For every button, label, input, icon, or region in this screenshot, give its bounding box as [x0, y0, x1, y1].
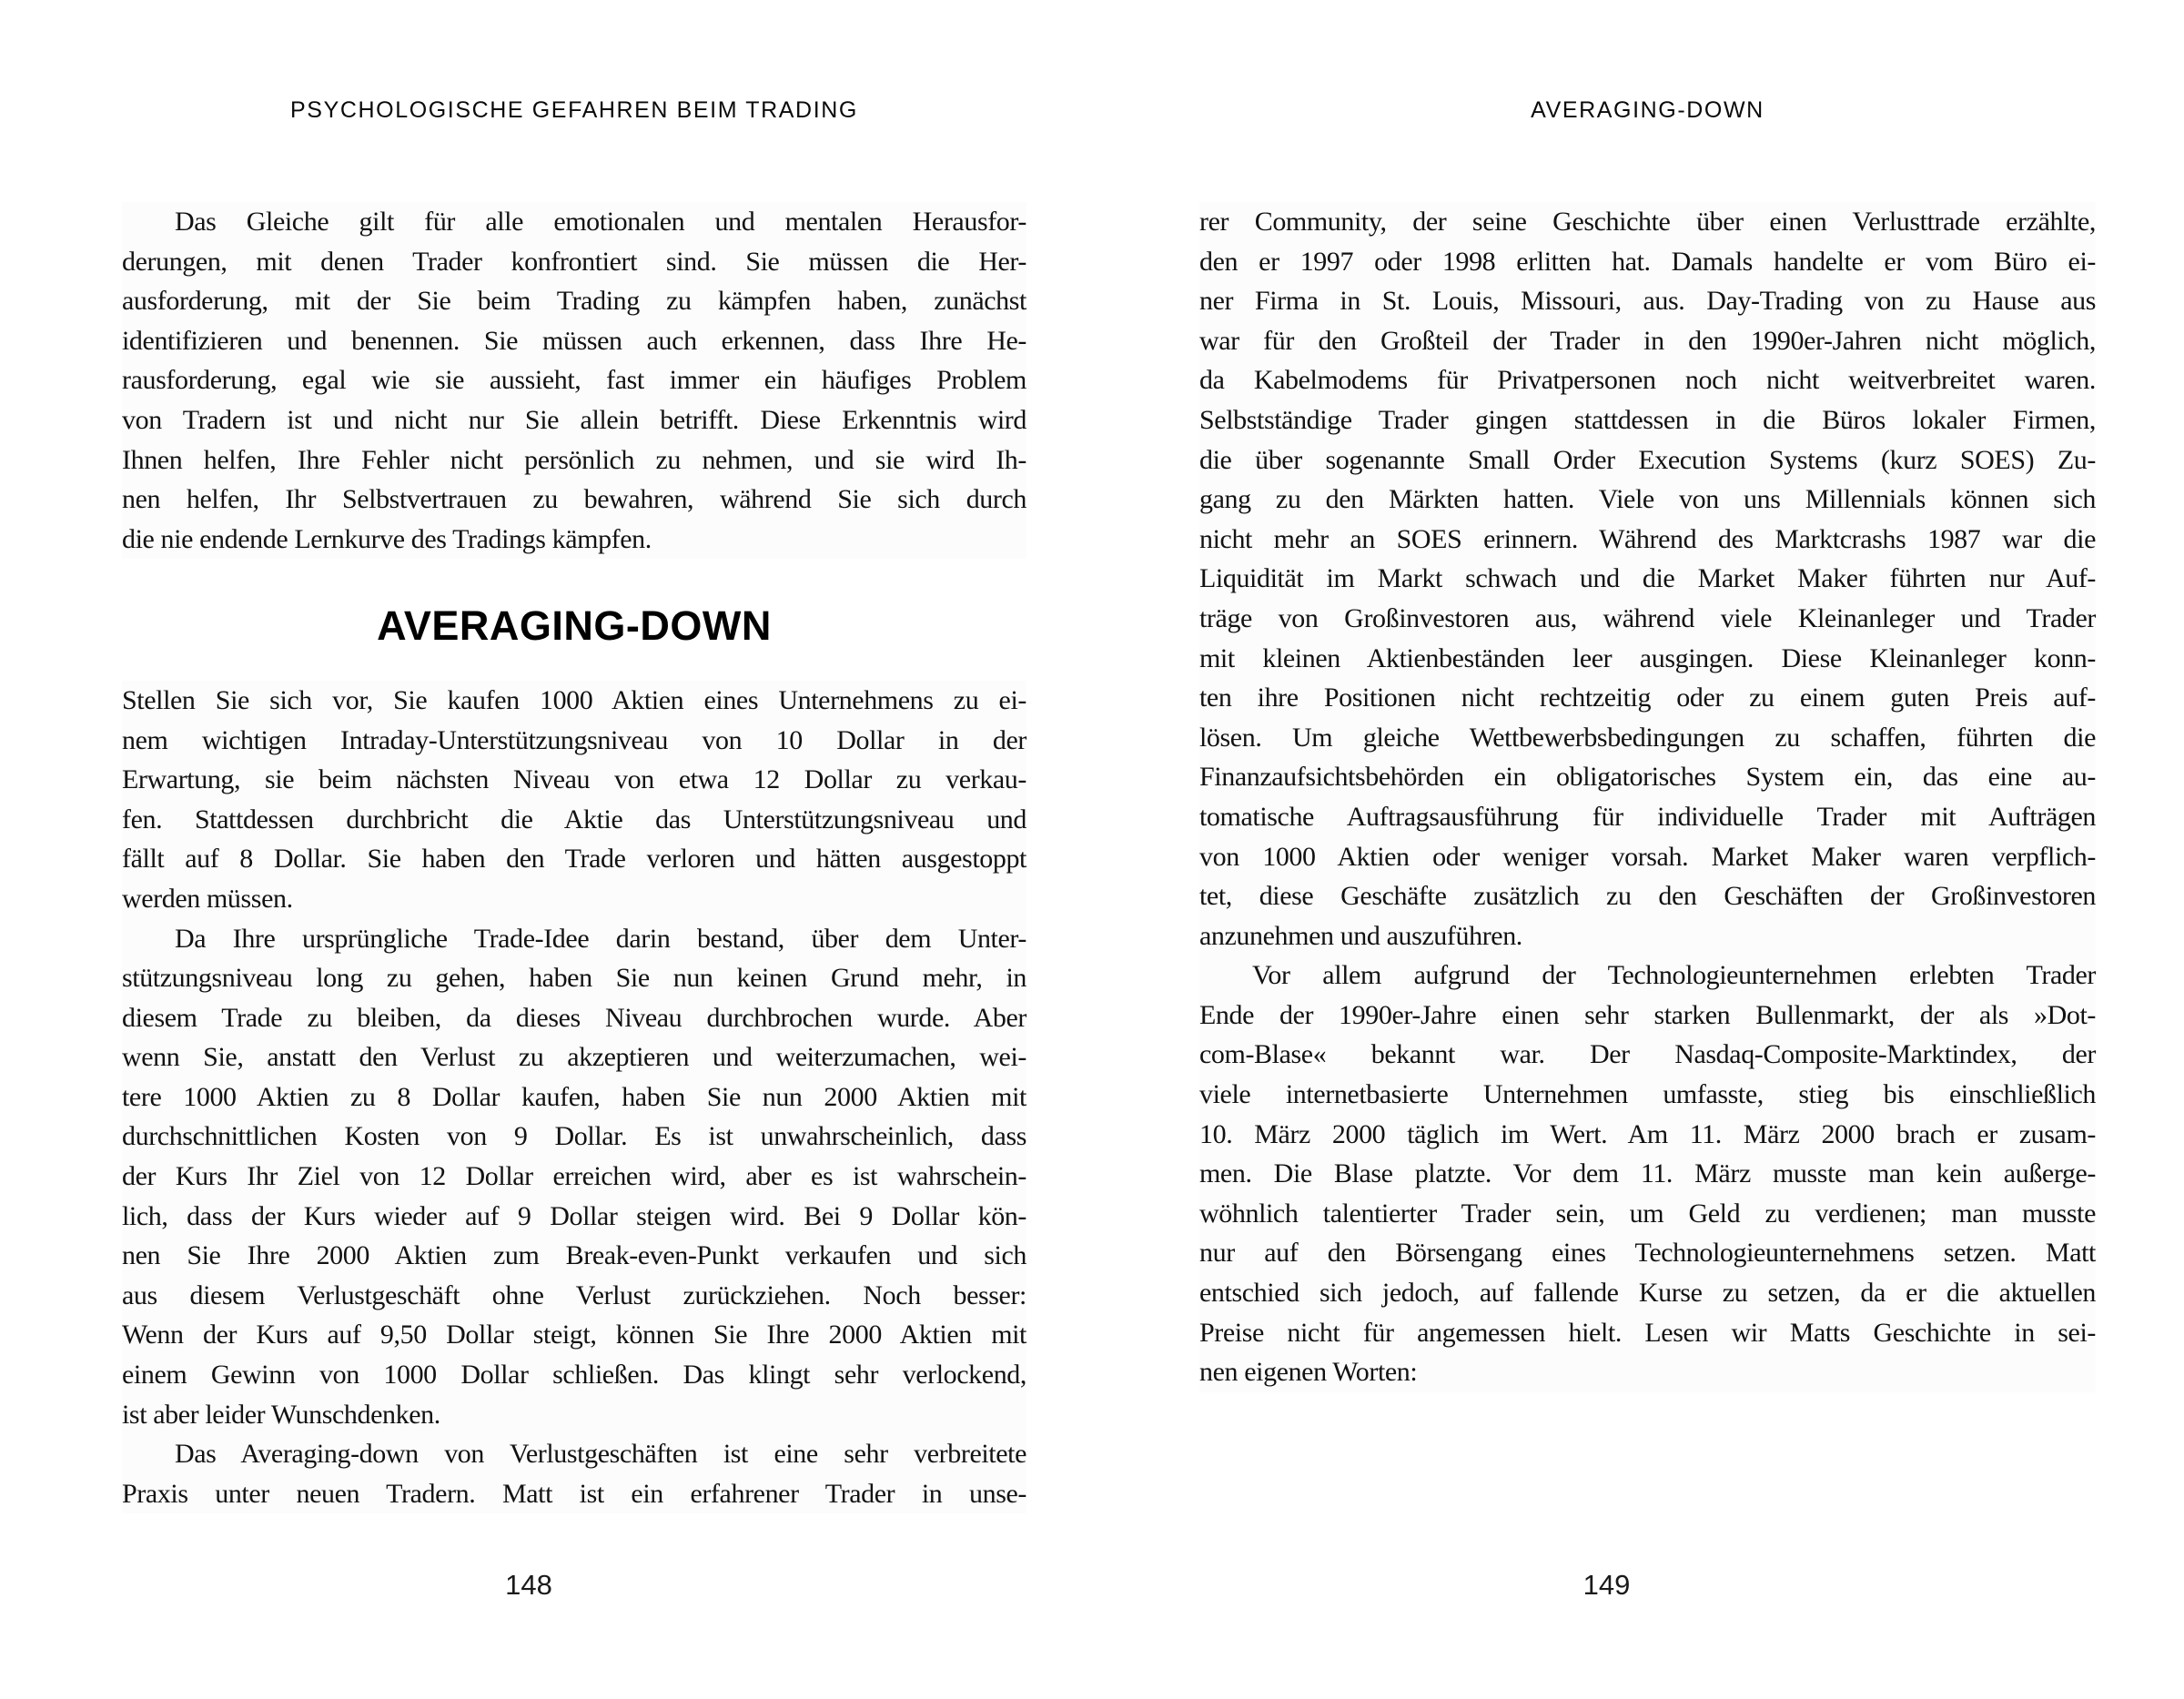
text-line: Preise nicht für angemessen hielt. Lesen wir Matts Geschichte in sei-: [1199, 1317, 2096, 1348]
text-line: wöhnlich talentierter Trader sein, um Geld zu verdienen; man musste: [1199, 1198, 2096, 1229]
text-line: nen Sie Ihre 2000 Aktien zum Break-even-Punkt verkaufen und sich: [122, 1240, 1026, 1271]
text-line: nicht mehr an SOES erinnern. Während des Marktcrashs 1987 war die: [1199, 523, 2096, 554]
text-line: lich, dass der Kurs wieder auf 9 Dollar steigen wird. Bei 9 Dollar kön-: [122, 1200, 1026, 1231]
text-line: Vor allem aufgrund der Technologieunternehmen erlebten Trader: [1252, 960, 2096, 991]
text-line: ner Firma in St. Louis, Missouri, aus. Day-Trading von zu Hause aus: [1199, 286, 2096, 317]
text-line: den er 1997 oder 1998 erlitten hat. Damals handelte er vom Büro ei-: [1199, 246, 2096, 277]
text-line: nur auf den Börsengang eines Technologieunternehmens setzen. Matt: [1199, 1238, 2096, 1269]
text-line: Das Averaging-down von Verlustgeschäften ist eine sehr verbreitete: [175, 1439, 1026, 1470]
text-line: von Tradern ist und nicht nur Sie allein betrifft. Diese Erkenntnis wird: [122, 404, 1026, 435]
text-line: gang zu den Märkten hatten. Viele von uns Millennials können sich: [1199, 484, 2096, 515]
section-heading: AVERAGING-DOWN: [377, 602, 772, 650]
running-header-left: PSYCHOLOGISCHE GEFAHREN BEIM TRADING: [290, 97, 858, 123]
text-line: ist aber leider Wunschdenken.: [122, 1399, 440, 1430]
paragraph: [122, 1434, 1026, 1513]
text-line: Ende der 1990er-Jahre einen sehr starken Bullenmarkt, der als »Dot-: [1199, 999, 2096, 1030]
running-header-right: AVERAGING-DOWN: [1531, 97, 1764, 123]
text-line: der Kurs Ihr Ziel von 12 Dollar erreichen wird, aber es ist wahrschein-: [122, 1161, 1026, 1192]
text-line: Liquidität im Markt schwach und die Market Maker führten nur Auf-: [1199, 563, 2096, 594]
text-line: durchschnittlichen Kosten von 9 Dollar. Es ist unwahrscheinlich, dass: [122, 1121, 1026, 1152]
text-line: aus diesem Verlustgeschäft ohne Verlust zurückziehen. Noch besser:: [122, 1279, 1026, 1310]
text-line: tomatische Auftragsausführung für individuelle Trader mit Aufträgen: [1199, 801, 2096, 832]
page-number-right: 149: [1582, 1569, 1631, 1601]
text-line: viele internetbasierte Unternehmen umfasste, stieg bis einschließlich: [1199, 1079, 2096, 1110]
text-line: rausforderung, egal wie sie aussieht, fast immer ein häufiges Problem: [122, 365, 1026, 396]
text-line: Stellen Sie sich vor, Sie kaufen 1000 Aktien eines Unternehmens zu ei-: [122, 684, 1026, 715]
text-line: stützungsniveau long zu gehen, haben Sie nun keinen Grund mehr, in: [122, 963, 1026, 994]
paragraph: [122, 202, 1026, 559]
text-line: nen helfen, Ihr Selbstvertrauen zu bewahren, während Sie sich durch: [122, 484, 1026, 515]
paragraph: [122, 681, 1026, 919]
text-line: lösen. Um gleiche Wettbewerbsbedingungen zu schaffen, führten die: [1199, 722, 2096, 753]
text-line: Ihnen helfen, Ihre Fehler nicht persönlich zu nehmen, und sie wird Ih-: [122, 444, 1026, 475]
text-line: Erwartung, sie beim nächsten Niveau von etwa 12 Dollar zu verkau-: [122, 764, 1026, 795]
text-line: Selbstständige Trader gingen stattdessen in die Büros lokaler Firmen,: [1199, 404, 2096, 435]
paragraph: [1199, 956, 2096, 1392]
text-line: die über sogenannte Small Order Execution Systems (kurz SOES) Zu-: [1199, 444, 2096, 475]
text-line: träge von Großinvestoren aus, während viele Kleinanleger und Trader: [1199, 602, 2096, 633]
page-number-left: 148: [505, 1569, 552, 1601]
text-line: werden müssen.: [122, 883, 293, 914]
paragraph: [122, 919, 1026, 1435]
text-line: men. Die Blase platzte. Vor dem 11. März musste man kein außerge-: [1199, 1158, 2096, 1189]
text-line: Finanzaufsichtsbehörden ein obligatorisches System ein, das eine au-: [1199, 762, 2096, 793]
text-line: identifizieren und benennen. Sie müssen auch erkennen, dass Ihre He-: [122, 325, 1026, 356]
page-body-left: [122, 202, 1026, 1513]
text-line: da Kabelmodems für Privatpersonen noch nicht weitverbreitet waren.: [1199, 365, 2096, 396]
text-line: nen eigenen Worten:: [1199, 1357, 1418, 1388]
text-line: diesem Trade zu bleiben, da dieses Niveau durchbrochen wurde. Aber: [122, 1002, 1026, 1033]
text-line: ten ihre Positionen nicht rechtzeitig oder zu einem guten Preis auf-: [1199, 683, 2096, 713]
text-line: fällt auf 8 Dollar. Sie haben den Trade verloren und hätten ausgestoppt: [122, 844, 1026, 875]
text-line: von 1000 Aktien oder weniger vorsah. Market Maker waren verpflich-: [1199, 841, 2096, 872]
text-line: Praxis unter neuen Tradern. Matt ist ein erfahrener Trader in unse-: [122, 1478, 1026, 1509]
text-line: anzunehmen und auszuführen.: [1199, 920, 1522, 951]
text-line: Das Gleiche gilt für alle emotionalen und mentalen Herausfor-: [175, 207, 1026, 237]
page-body-right: [1199, 202, 2096, 1392]
text-line: 10. März 2000 täglich im Wert. Am 11. März 2000 brach er zusam-: [1199, 1118, 2096, 1149]
text-line: Wenn der Kurs auf 9,50 Dollar steigt, können Sie Ihre 2000 Aktien mit: [122, 1320, 1026, 1350]
text-line: einem Gewinn von 1000 Dollar schließen. Das klingt sehr verlockend,: [122, 1360, 1026, 1391]
text-line: Da Ihre ursprüngliche Trade-Idee darin bestand, über dem Unter-: [175, 923, 1026, 954]
text-line: tet, diese Geschäfte zusätzlich zu den Geschäften der Großinvestoren: [1199, 881, 2096, 912]
text-line: wenn Sie, anstatt den Verlust zu akzeptieren und weiterzumachen, wei-: [122, 1042, 1026, 1073]
text-line: war für den Großteil der Trader in den 1990er-Jahren nicht möglich,: [1199, 325, 2096, 356]
text-line: mit kleinen Aktienbeständen leer ausgingen. Diese Kleinanleger konn-: [1199, 642, 2096, 673]
text-line: tere 1000 Aktien zu 8 Dollar kaufen, haben Sie nun 2000 Aktien mit: [122, 1081, 1026, 1112]
text-line: com-Blase« bekannt war. Der Nasdaq-Composite-Marktindex, der: [1199, 1039, 2096, 1070]
text-line: rer Community, der seine Geschichte über einen Verlusttrade erzählte,: [1199, 207, 2096, 237]
text-line: ausforderung, mit der Sie beim Trading zu kämpfen haben, zunächst: [122, 286, 1026, 317]
paragraph: [1199, 202, 2096, 956]
text-line: entschied sich jedoch, auf fallende Kurse zu setzen, da er die aktuellen: [1199, 1278, 2096, 1309]
text-line: nem wichtigen Intraday-Unterstützungsniveau von 10 Dollar in der: [122, 724, 1026, 755]
text-line: die nie endende Lernkurve des Tradings kämpfen.: [122, 523, 652, 554]
text-line: fen. Stattdessen durchbricht die Aktie das Unterstützungsniveau und: [122, 804, 1026, 834]
text-line: derungen, mit denen Trader konfrontiert sind. Sie müssen die Her-: [122, 246, 1026, 277]
